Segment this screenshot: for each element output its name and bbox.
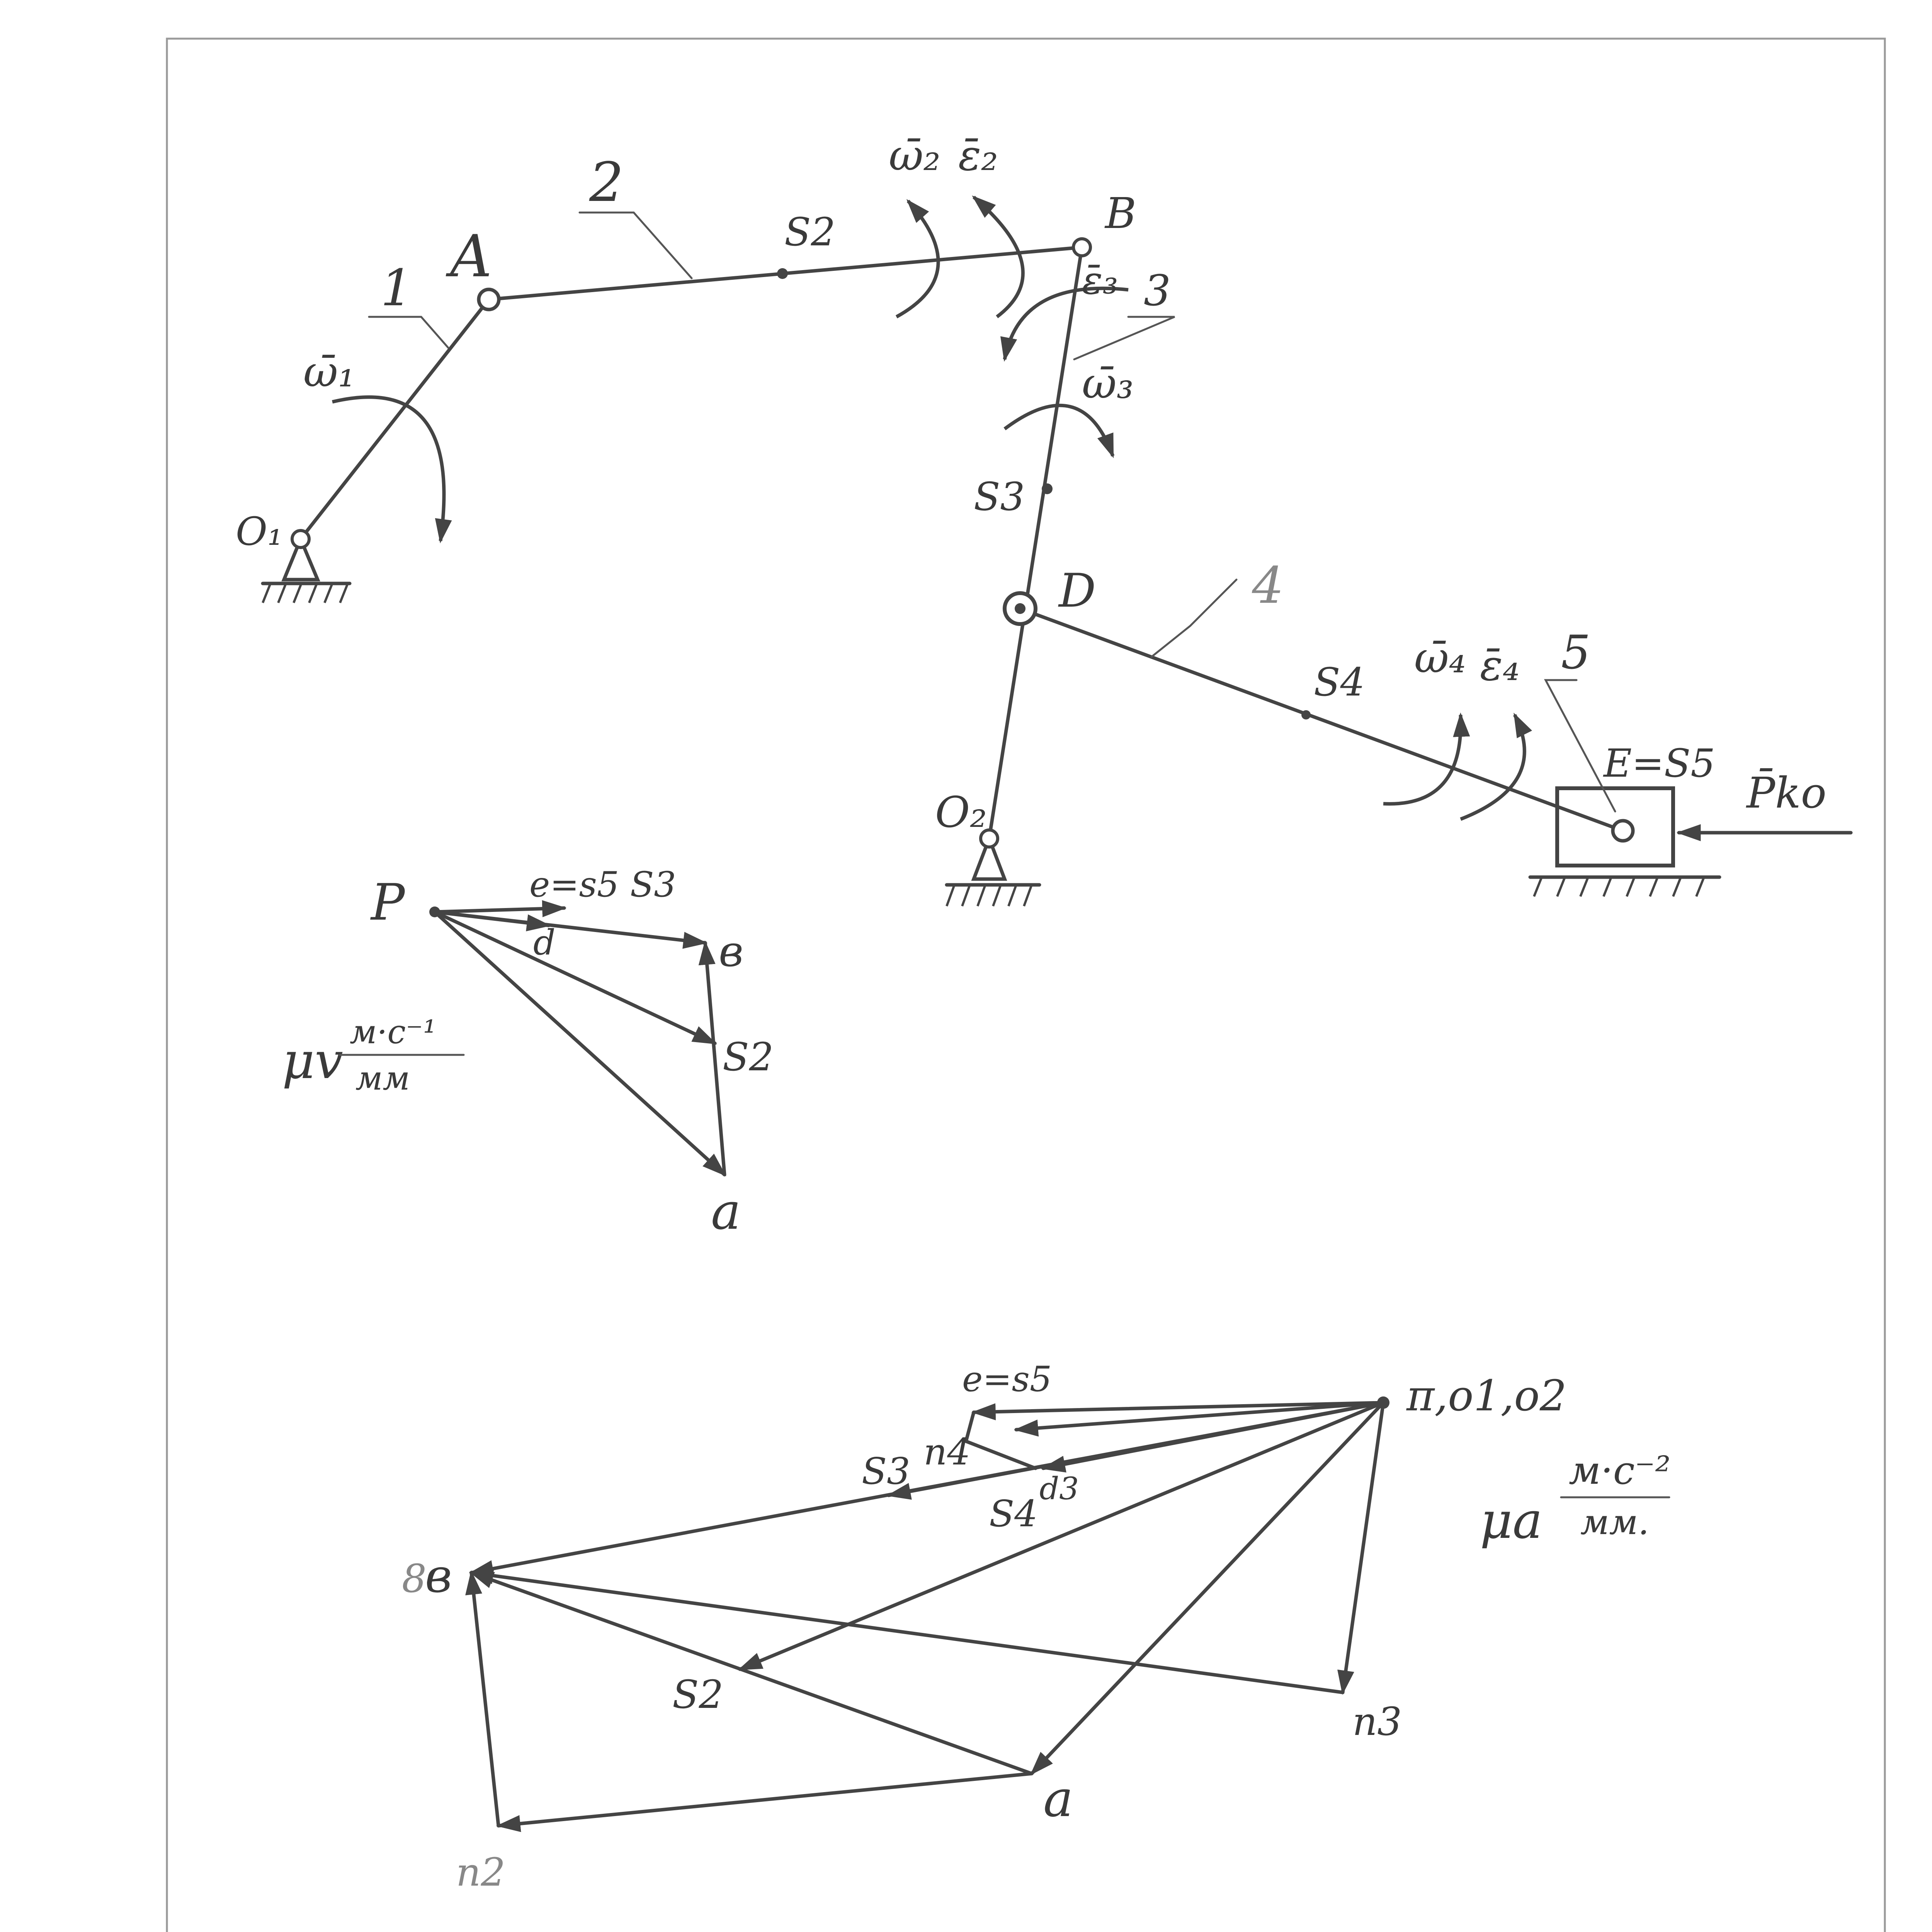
vel-scale-numerator: м·c⁻¹ [350, 1013, 437, 1051]
label-omega2: ω̄₂ [889, 131, 940, 180]
acc-scale-symbol: μa [1480, 1491, 1543, 1550]
velocity-plan [282, 864, 774, 1241]
acc-vector-a-n2 [498, 1774, 1032, 1826]
acc-label-b2: 8 [402, 1556, 427, 1601]
acc-label-d: d3 [1039, 1471, 1079, 1507]
label-s2: S2 [784, 209, 836, 255]
omega4-arc [1383, 715, 1461, 804]
center-s2 [777, 268, 788, 279]
vel-label-pole: P [371, 873, 405, 932]
label-link-1: 1 [381, 259, 413, 317]
acc-small-polygon [966, 1412, 1036, 1468]
joint-b [1073, 239, 1090, 256]
label-omega4: ω̄₄ [1414, 633, 1466, 682]
label-o1: O₁ [236, 509, 283, 554]
link-1 [301, 299, 489, 539]
label-a: A [450, 223, 492, 290]
acc-label-s2: S2 [672, 1672, 724, 1717]
label-d: D [1059, 564, 1096, 618]
label-link-2: 2 [589, 151, 624, 214]
acc-vector-n2-b [471, 1573, 498, 1826]
acc-label-n3: n3 [1352, 1699, 1402, 1744]
link-3 [989, 247, 1082, 838]
acceleration-plan [402, 1359, 1671, 1895]
vel-vector-pe [435, 908, 564, 912]
acc-label-b: в [425, 1549, 452, 1603]
center-s4 [1301, 710, 1311, 719]
vel-vector-ps2 [435, 912, 715, 1043]
label-link-3: 3 [1144, 266, 1171, 315]
acc-label-e: e=s5 [962, 1359, 1052, 1400]
acc-vector-n3-b [471, 1573, 1343, 1692]
acc-scale-denominator: мм. [1580, 1502, 1649, 1543]
omega3-arc [1005, 405, 1113, 456]
acc-vector-pi-n3 [1343, 1403, 1383, 1692]
mechanism-diagram [236, 131, 1851, 906]
label-s3: S3 [974, 474, 1025, 519]
vel-scale-denominator: мм [355, 1060, 410, 1098]
acc-label-n2: n2 [456, 1850, 506, 1895]
joint-a [479, 289, 499, 310]
label-eps2: ε̄₂ [958, 131, 998, 180]
vel-label-s2: S2 [723, 1034, 774, 1080]
acc-vector-pi-s2 [740, 1403, 1383, 1669]
label-eps3: ε̄₃ [1082, 258, 1118, 303]
slider-5 [1530, 788, 1719, 896]
label-link-5: 5 [1561, 626, 1591, 680]
label-omega1: ω̄₁ [303, 347, 355, 396]
vel-vector-ab [705, 943, 724, 1175]
label-omega3: ω̄₃ [1082, 359, 1134, 408]
label-s4: S4 [1314, 660, 1365, 705]
eps4-arc [1461, 715, 1524, 819]
label-o2: O₂ [935, 787, 987, 837]
center-s3 [1042, 483, 1053, 494]
link-4 [1020, 609, 1623, 831]
acc-label-s3: S3 [862, 1450, 910, 1493]
vel-label-top: e=s5 S3 [529, 864, 676, 905]
acc-scale [1480, 1448, 1671, 1550]
label-force: P̄kо [1747, 768, 1827, 818]
label-b: B [1105, 189, 1136, 238]
vel-scale-symbol: μv [282, 1031, 343, 1090]
omega1-arc [332, 397, 444, 541]
label-eps4: ε̄₄ [1480, 641, 1520, 690]
acc-label-a: a [1043, 1769, 1073, 1828]
vel-label-b: в [719, 927, 744, 976]
vel-scale [282, 1013, 464, 1098]
acc-scale-numerator: м·c⁻² [1569, 1448, 1671, 1493]
support-o2 [947, 830, 1039, 906]
vel-label-d: d [533, 922, 556, 963]
vel-vector-pa [435, 912, 724, 1175]
label-e: E=S5 [1604, 741, 1715, 786]
acc-label-n4: n4 [923, 1431, 971, 1473]
acc-label-pole: π,o1,o2 [1406, 1371, 1567, 1420]
acc-label-s4: S4 [989, 1493, 1038, 1535]
vel-label-a: a [711, 1182, 741, 1241]
acc-vector-a-b [471, 1573, 1032, 1774]
label-link-4: 4 [1252, 556, 1284, 615]
